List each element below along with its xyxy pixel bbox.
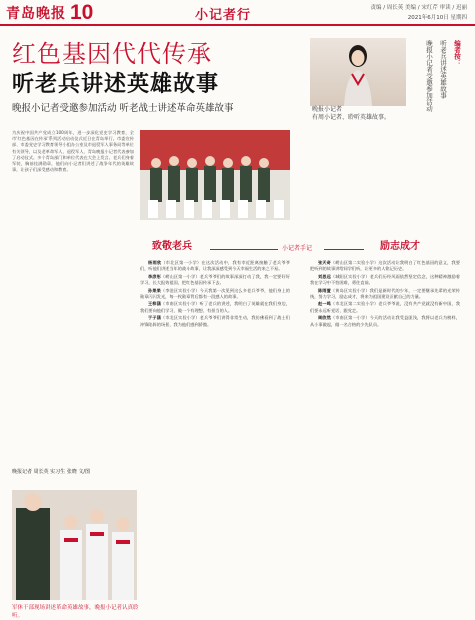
entry — [310, 315, 460, 328]
veteran-talk-illustration — [12, 490, 137, 600]
entry-school: （崂山区第二实验小学） — [330, 260, 379, 265]
bottom-photo-caption: 军休干部现场讲述革命英雄故事，晚报小记者认真聆听。 — [12, 605, 139, 619]
editor-credits: 责编 / 周长英 美编 / 宋红芹 审读 / 迟丽 — [370, 5, 467, 11]
entry-school: （市南区实验小学） — [160, 301, 200, 307]
photo-caption — [312, 106, 390, 122]
entry-name: 李彦彤 — [148, 273, 161, 279]
column-left — [140, 260, 290, 615]
reporter-portrait-illustration — [340, 44, 376, 106]
photo-caption-line1: 晚报小记者 — [312, 106, 343, 113]
entry-school: （城阳区实验小学） — [330, 273, 370, 279]
newspaper-logo: 青岛晚报 — [6, 6, 66, 22]
banner-rule-right — [324, 249, 364, 250]
section-title: 小记者行 — [195, 8, 252, 23]
vertical-line-1: 听老兵讲述英雄故事 — [439, 40, 447, 99]
entry-school: （黄岛区实验小学） — [330, 287, 370, 293]
entry-school: （市北区实验小学） — [160, 315, 200, 321]
page-number: 10 — [70, 1, 94, 24]
entry-name: 于子涵 — [148, 315, 161, 321]
vertical-line-2: 晚报小记者受邀参加活动 — [425, 40, 433, 112]
column-right — [310, 260, 460, 615]
veteran-talk-photo — [12, 490, 137, 600]
banner-right-title: 励志成才 — [380, 241, 420, 252]
section-banner — [140, 235, 466, 257]
page-header — [0, 0, 475, 26]
entry-text: 这次活动让我明白了红色基因的意义，我要把听到的故事讲给同学们听，让更多的人铭记历史。 — [310, 260, 460, 272]
intro-text: 为庆祝中国共产党成立100周年，进一步深化党史学习教育，全市'红色基因在传承'系列活动启动仪式近日在青岛举行。市委宣传部、市委党史学习教育领导小组办公室及市退役军人事务局等单位有关领导，以及老革命军人、退役军人、青岛晚报小记者代表参加了启动仪式。多个青岛部门和单位代表在大会上发言。老兵们身着军装，胸前挂满勋章，他们向小记者们讲述了战争年代的英雄故事，让孩子们深受感动和教育。 — [12, 130, 134, 173]
entry-name: 周欣然 — [318, 315, 331, 321]
headline-main: 听老兵讲述英雄故事 — [12, 72, 220, 97]
entry — [140, 288, 290, 301]
entry — [310, 288, 460, 301]
entry-name: 杨雨欣 — [148, 260, 162, 265]
group-photo-illustration — [140, 130, 290, 220]
banner-mid-label: 小记者手记 — [282, 245, 313, 252]
banner-left-title: 致敬老兵 — [152, 241, 192, 252]
entry-name: 王梓涵 — [148, 301, 161, 307]
entry-text: 老兵爷爷们的故事深深打动了我，我一定要好好学习，长大报效祖国，把红色基因传承下去。 — [140, 273, 290, 286]
entry-text: 在这次活动中，我有幸近距离接触了老兵爷爷们，听他们讲述当年的战斗故事，让我深深感受到今天幸福生活的来之不易。 — [140, 260, 290, 272]
entry-text: 听了老兵的讲述，我明白了英雄就在我们身边，我们要向他们学习，做一个有理想、有担当的人。 — [140, 301, 290, 313]
entry — [140, 301, 290, 314]
entry-text: 今天的活动让我受益匪浅，我将以老兵为榜样，从小事做起，做一名合格的少先队员。 — [310, 315, 460, 327]
reporter-photo — [310, 38, 406, 106]
entry-text: 我们是新时代的少年，一定要继承先辈的光荣传统，努力学习，励志成才，将来为祖国建设贡献自己的力量。 — [310, 287, 460, 300]
entry-name: 陈雨萱 — [318, 287, 331, 293]
entry-school: （市南区第一小学） — [330, 315, 370, 321]
entry-name: 刘思远 — [318, 273, 331, 279]
entry-school: （李沧区实验小学） — [160, 287, 200, 293]
photo-caption-line2: 有周小记者、聆听英雄故事。 — [312, 114, 391, 121]
entry-text: 老兵们历经风雨依然坚定信念，这种精神激励着我在学习中不怕困难，勇往直前。 — [310, 273, 460, 286]
entry — [140, 315, 290, 328]
entry-text: 老兵爷爷们讲得非常生动，我仿佛看到了战士们冲锋陷阵的场景，我为他们感到骄傲。 — [140, 315, 290, 327]
entry — [310, 260, 460, 273]
entry-text: 今天我第一次见到这么多老兵爷爷，他们身上的勋章闪闪发光，每一枚勋章背后都有一段感人的故事。 — [140, 287, 290, 300]
vertical-headline — [410, 40, 466, 120]
group-photo — [140, 130, 290, 220]
entry — [140, 274, 290, 287]
entry-school: （崂山区第一小学） — [160, 273, 200, 279]
entry — [310, 274, 460, 287]
banner-rule-left — [210, 249, 278, 250]
entry-name: 张天奇 — [318, 260, 331, 265]
issue-date: 2021年6月10日 星期四 — [407, 15, 467, 21]
entry-school: （市北区第一小学） — [161, 260, 202, 265]
byline: 晚报记者 周长英 实习生 张晓 文/图 — [12, 469, 91, 475]
entry-text: 老兵爷爷说，没有共产党就没有新中国，我们要永远听党话、跟党走。 — [310, 301, 460, 313]
entry-name: 赵一鸣 — [318, 301, 331, 307]
headline-kicker: 红色基因代代传承 — [12, 40, 212, 68]
entry-school: （市北区第二实验小学） — [330, 301, 379, 307]
entry-name: 孙果果 — [148, 287, 161, 293]
entry — [140, 260, 290, 273]
vertical-label: 编者按： — [453, 40, 461, 66]
headline-subtitle: 晚报小记者受邀参加活动 听老战士讲述革命英雄故事 — [12, 103, 234, 114]
entry — [310, 301, 460, 314]
